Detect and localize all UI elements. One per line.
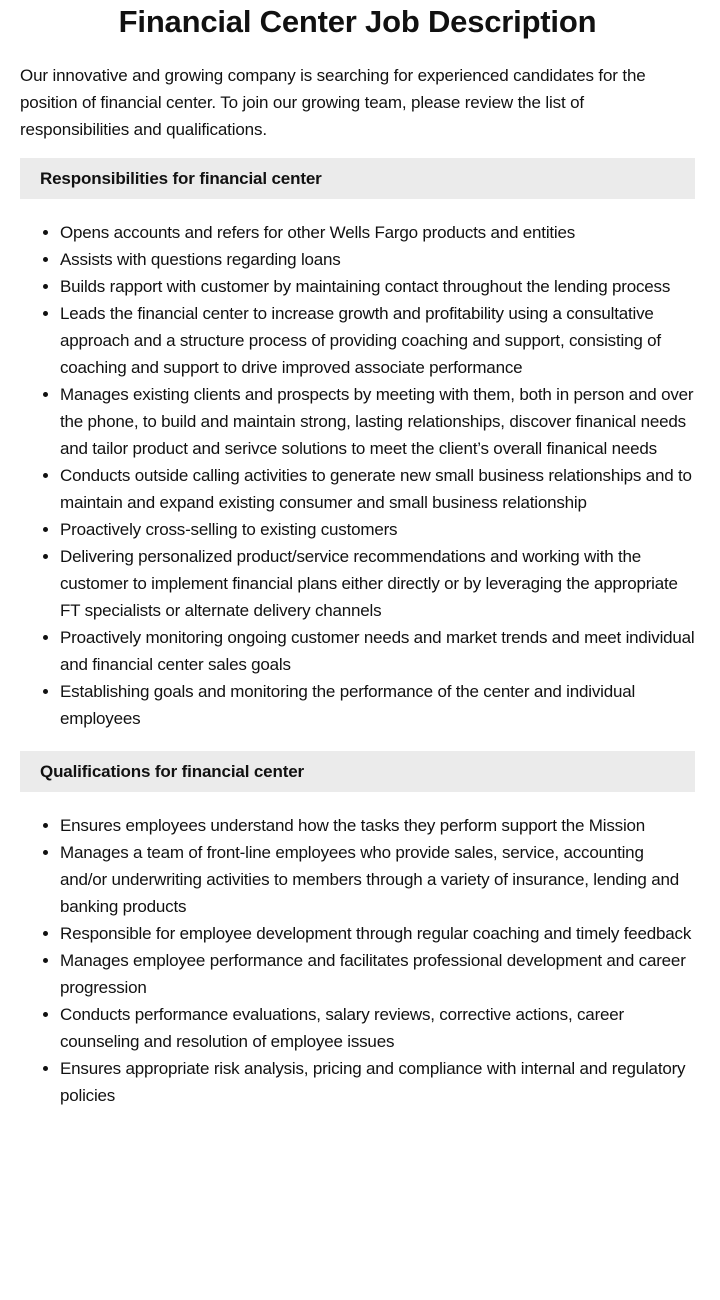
qualifications-list: [20, 812, 695, 1109]
list-item: • Establishing goals and monitoring the performance of the center and individual employees: [60, 678, 695, 732]
list-item: • Delivering personalized product/service recommendations and working with the customer to implement financial plans either directly or by leveraging the appropriate FT specialists or alternate delivery channels: [60, 543, 695, 624]
list-item: • Manages existing clients and prospects by meeting with them, both in person and over the phone, to build and maintain strong, lasting relationships, discover finanical needs and tailor product and serivce solutions to meet the client’s overall finanical needs: [60, 381, 695, 462]
list-item: • Manages a team of front-line employees who provide sales, service, accounting and/or underwriting activities to members through a variety of insurance, lending and banking products: [60, 839, 695, 920]
list-item: • Proactively cross-selling to existing customers: [60, 516, 695, 543]
list-item: • Conducts outside calling activities to generate new small business relationships and to maintain and expand existing consumer and small business relationship: [60, 462, 695, 516]
responsibilities-heading: Responsibilities for financial center: [20, 158, 695, 199]
page-title: Financial Center Job Description: [118, 4, 597, 39]
list-item: • Manages employee performance and facilitates professional development and career progression: [60, 947, 695, 1001]
list-item: • Ensures employees understand how the tasks they perform support the Mission: [60, 812, 695, 839]
qualifications-heading: Qualifications for financial center: [20, 751, 695, 792]
list-item: • Assists with questions regarding loans: [60, 246, 695, 273]
list-item: • Ensures appropriate risk analysis, pricing and compliance with internal and regulatory policies: [60, 1055, 695, 1109]
responsibilities-list: [20, 219, 695, 732]
list-item: • Conducts performance evaluations, salary reviews, corrective actions, career counseling and resolution of employee issues: [60, 1001, 695, 1055]
list-item: • Builds rapport with customer by maintaining contact throughout the lending process: [60, 273, 695, 300]
list-item: • Opens accounts and refers for other Wells Fargo products and entities: [60, 219, 695, 246]
intro-paragraph: Our innovative and growing company is searching for experienced candidates for the position of financial center. To join our growing team, please review the list of responsibilities and qualifications.: [20, 66, 646, 139]
list-item: • Leads the financial center to increase growth and profitability using a consultative approach and a structure process of providing coaching and support, consisting of coaching and support to drive improved associate performance: [60, 300, 695, 381]
list-item: • Proactively monitoring ongoing customer needs and market trends and meet individual and financial center sales goals: [60, 624, 695, 678]
list-item: • Responsible for employee development through regular coaching and timely feedback: [60, 920, 695, 947]
